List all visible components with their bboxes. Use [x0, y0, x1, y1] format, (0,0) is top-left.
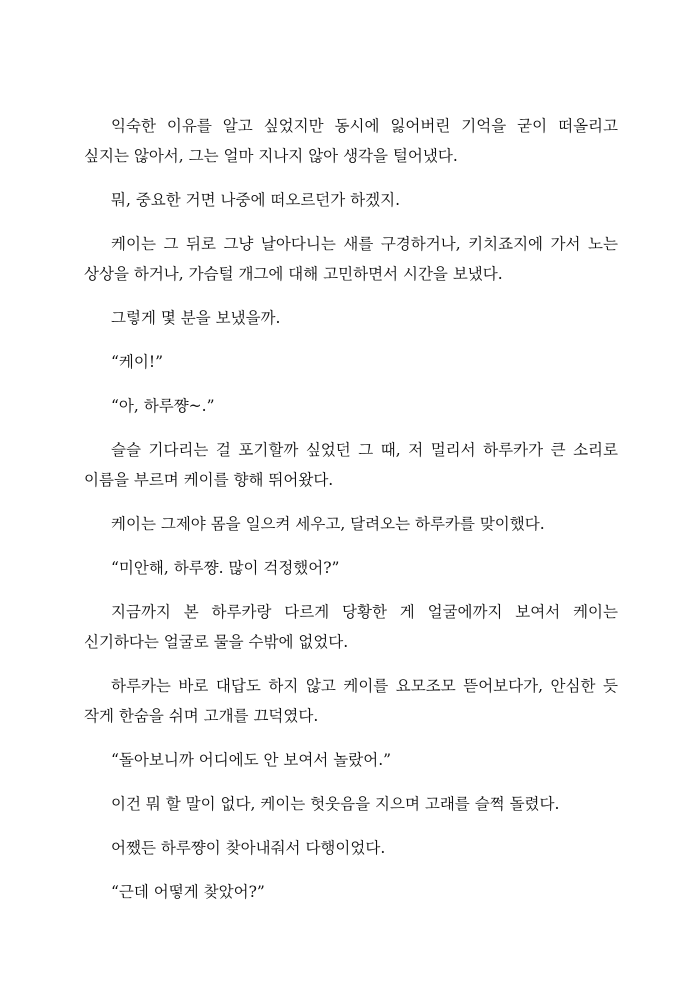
- paragraph: “아, 하루쨩~.”: [111, 397, 215, 415]
- paragraph: “케이!”: [111, 353, 164, 371]
- paragraph: 케이는 그제야 몸을 일으켜 세우고, 달려오는 하루카를 맞이했다.: [111, 515, 545, 533]
- document-body: [84, 111, 618, 921]
- paragraph: 그렇게 몇 분을 보냈을까.: [111, 309, 281, 327]
- paragraph: “돌아보니까 어디에도 안 보여서 놀랐어.”: [111, 751, 392, 769]
- paragraph: 하루카는 바로 대답도 하지 않고 케이를 요모조모 뜯어보다가, 안심한 듯 작게 한숨을 쉬며 고개를 끄덕였다.: [84, 677, 618, 725]
- paragraph: 익숙한 이유를 알고 싶었지만 동시에 잃어버린 기억을 굳이 떠올리고 싶지는 않아서, 그는 얼마 지나지 않아 생각을 털어냈다.: [84, 117, 618, 165]
- paragraph: 뭐, 중요한 거면 나중에 떠오르던가 하겠지.: [111, 191, 401, 209]
- paragraph: 이건 뭐 할 말이 없다, 케이는 헛웃음을 지으며 고래를 슬쩍 돌렸다.: [111, 795, 560, 813]
- paragraph: 어쨌든 하루쨩이 찾아내줘서 다행이었다.: [111, 839, 386, 857]
- paragraph: “근데 어떻게 찾았어?”: [111, 883, 265, 901]
- paragraph: “미안해, 하루쨩. 많이 걱정했어?”: [111, 559, 340, 577]
- paragraph: 슬슬 기다리는 걸 포기할까 싶었던 그 때, 저 멀리서 하루카가 큰 소리로 이름을 부르며 케이를 향해 뛰어왔다.: [84, 441, 618, 489]
- paragraph: 케이는 그 뒤로 그냥 날아다니는 새를 구경하거나, 키치죠지에 가서 노는 상상을 하거나, 가슴털 개그에 대해 고민하면서 시간을 보냈다.: [84, 235, 618, 283]
- paragraph: 지금까지 본 하루카랑 다르게 당황한 게 얼굴에까지 보여서 케이는 신기하다는 얼굴로 물을 수밖에 없었다.: [84, 603, 618, 651]
